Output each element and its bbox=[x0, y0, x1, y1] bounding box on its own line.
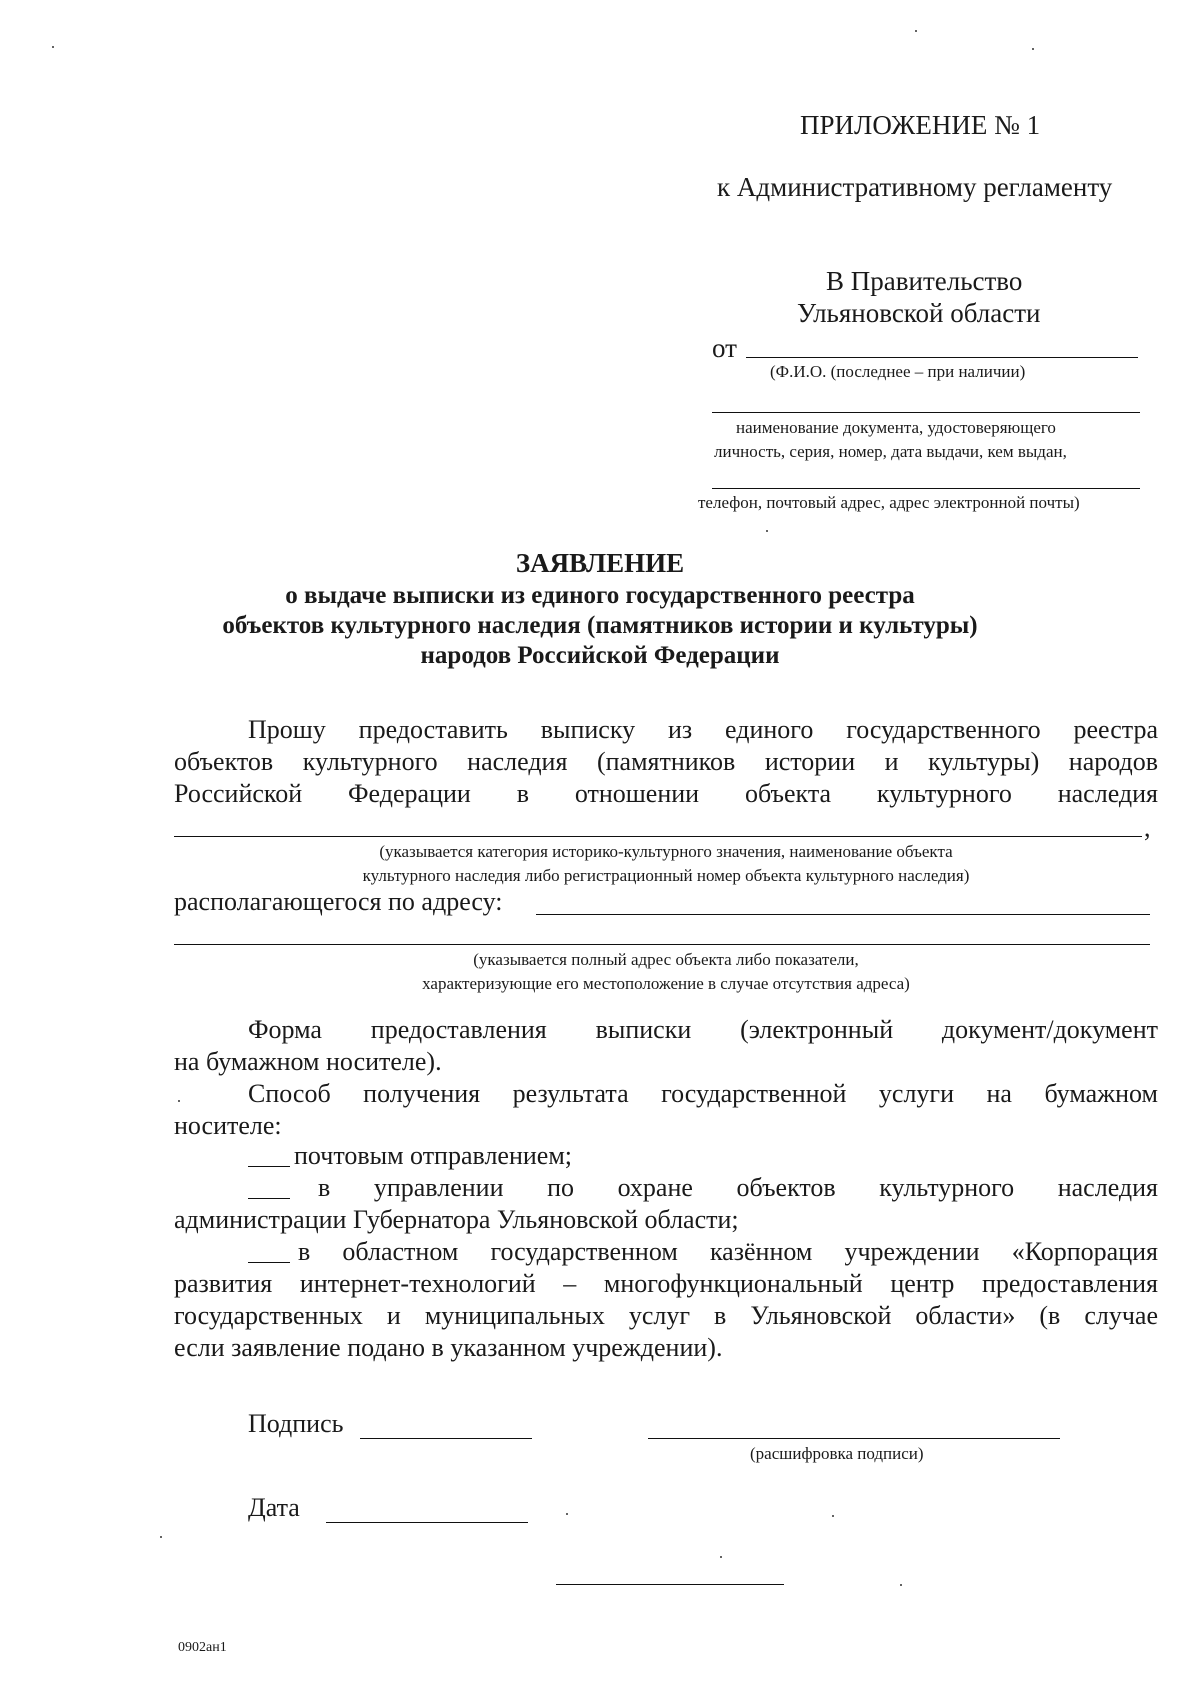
title-subline-2: объектов культурного наследия (памятников истории и культуры) bbox=[222, 612, 978, 639]
fio-field-line[interactable] bbox=[746, 357, 1138, 358]
scan-speck bbox=[1032, 48, 1034, 50]
extra-blank-line bbox=[556, 1584, 784, 1585]
request-line-3: Российской Федерации в отношении объекта культурного наследия bbox=[174, 779, 1158, 808]
option-mfc-line-2: развития интернет-технологий – многофункциональный центр предоставления bbox=[174, 1269, 1158, 1298]
id-document-caption-2: личность, серия, номер, дата выдачи, кем выдан, bbox=[714, 442, 1067, 461]
document-title: ЗАЯВЛЕНИЕ bbox=[515, 548, 685, 578]
address-label: располагающегося по адресу: bbox=[174, 887, 503, 916]
regulation-reference: к Административному регламенту bbox=[717, 172, 1113, 202]
option-mail-label: почтовым отправлением; bbox=[294, 1141, 573, 1170]
object-caption-1: (указывается категория историко-культурного значения, наименование объекта bbox=[379, 842, 953, 861]
scan-speck bbox=[566, 1513, 568, 1515]
address-field-line-1[interactable] bbox=[536, 914, 1150, 915]
request-line-2: объектов культурного наследия (памятников истории и культуры) народов bbox=[174, 747, 1158, 776]
addressee-line-1: В Правительство bbox=[826, 266, 1023, 296]
signature-decoding-field-line[interactable] bbox=[648, 1438, 1060, 1439]
method-line-2: носителе: bbox=[174, 1111, 282, 1140]
option-department-line-1: в управлении по охране объектов культурного наследия bbox=[318, 1173, 1158, 1202]
object-field-comma: , bbox=[1144, 813, 1151, 842]
object-field-line[interactable] bbox=[174, 836, 1142, 837]
option-mfc-line-3: государственных и муниципальных услуг в Ульяновской области» (в случае bbox=[174, 1301, 1158, 1330]
scan-speck bbox=[178, 1100, 180, 1102]
option-mfc-line-4: если заявление подано в указанном учреждении). bbox=[174, 1333, 723, 1362]
signature-decoding-caption: (расшифровка подписи) bbox=[750, 1444, 924, 1463]
title-subline-1: о выдаче выписки из единого государственного реестра bbox=[285, 582, 915, 609]
appendix-title: ПРИЛОЖЕНИЕ № 1 bbox=[800, 110, 1041, 140]
request-line-1: Прошу предоставить выписку из единого государственного реестра bbox=[248, 715, 1158, 744]
option-mail-checkbox-line[interactable] bbox=[248, 1166, 290, 1167]
option-mfc-checkbox-line[interactable] bbox=[248, 1262, 290, 1263]
address-caption-2: характеризующие его местоположение в случае отсутствия адреса) bbox=[422, 974, 910, 993]
address-field-line-2[interactable] bbox=[174, 944, 1150, 945]
scan-speck bbox=[832, 1515, 834, 1517]
method-line-1: Способ получения результата государственной услуги на бумажном bbox=[248, 1079, 1158, 1108]
addressee-line-2: Ульяновской области bbox=[797, 298, 1041, 328]
form-line-1: Форма предоставления выписки (электронный документ/документ bbox=[248, 1015, 1158, 1044]
from-label: от bbox=[712, 333, 737, 363]
scan-speck bbox=[52, 46, 54, 48]
form-code: 0902ан1 bbox=[178, 1640, 227, 1655]
address-caption-1: (указывается полный адрес объекта либо показатели, bbox=[473, 950, 859, 969]
id-document-caption-1: наименование документа, удостоверяющего bbox=[736, 418, 1056, 437]
fio-caption: (Ф.И.О. (последнее – при наличии) bbox=[770, 362, 1026, 381]
scan-speck bbox=[766, 530, 768, 532]
id-document-field-line[interactable] bbox=[712, 412, 1140, 413]
signature-label: Подпись bbox=[248, 1409, 344, 1438]
title-subline-3: народов Российской Федерации bbox=[420, 642, 780, 669]
scan-speck bbox=[900, 1584, 902, 1586]
form-line-2: на бумажном носителе). bbox=[174, 1047, 442, 1076]
scan-speck bbox=[720, 1556, 722, 1558]
signature-field-line[interactable] bbox=[360, 1438, 532, 1439]
date-field-line[interactable] bbox=[326, 1522, 528, 1523]
option-mfc-line-1: в областном государственном казённом учреждении «Корпорация bbox=[298, 1237, 1158, 1266]
contact-caption: телефон, почтовый адрес, адрес электронной почты) bbox=[698, 493, 1080, 512]
option-department-line-2: администрации Губернатора Ульяновской области; bbox=[174, 1205, 739, 1234]
contact-field-line[interactable] bbox=[712, 488, 1140, 489]
scan-speck bbox=[915, 30, 917, 32]
date-label: Дата bbox=[248, 1493, 300, 1522]
object-caption-2: культурного наследия либо регистрационный номер объекта культурного наследия) bbox=[362, 866, 970, 885]
scan-speck bbox=[160, 1536, 162, 1538]
option-department-checkbox-line[interactable] bbox=[248, 1198, 290, 1199]
